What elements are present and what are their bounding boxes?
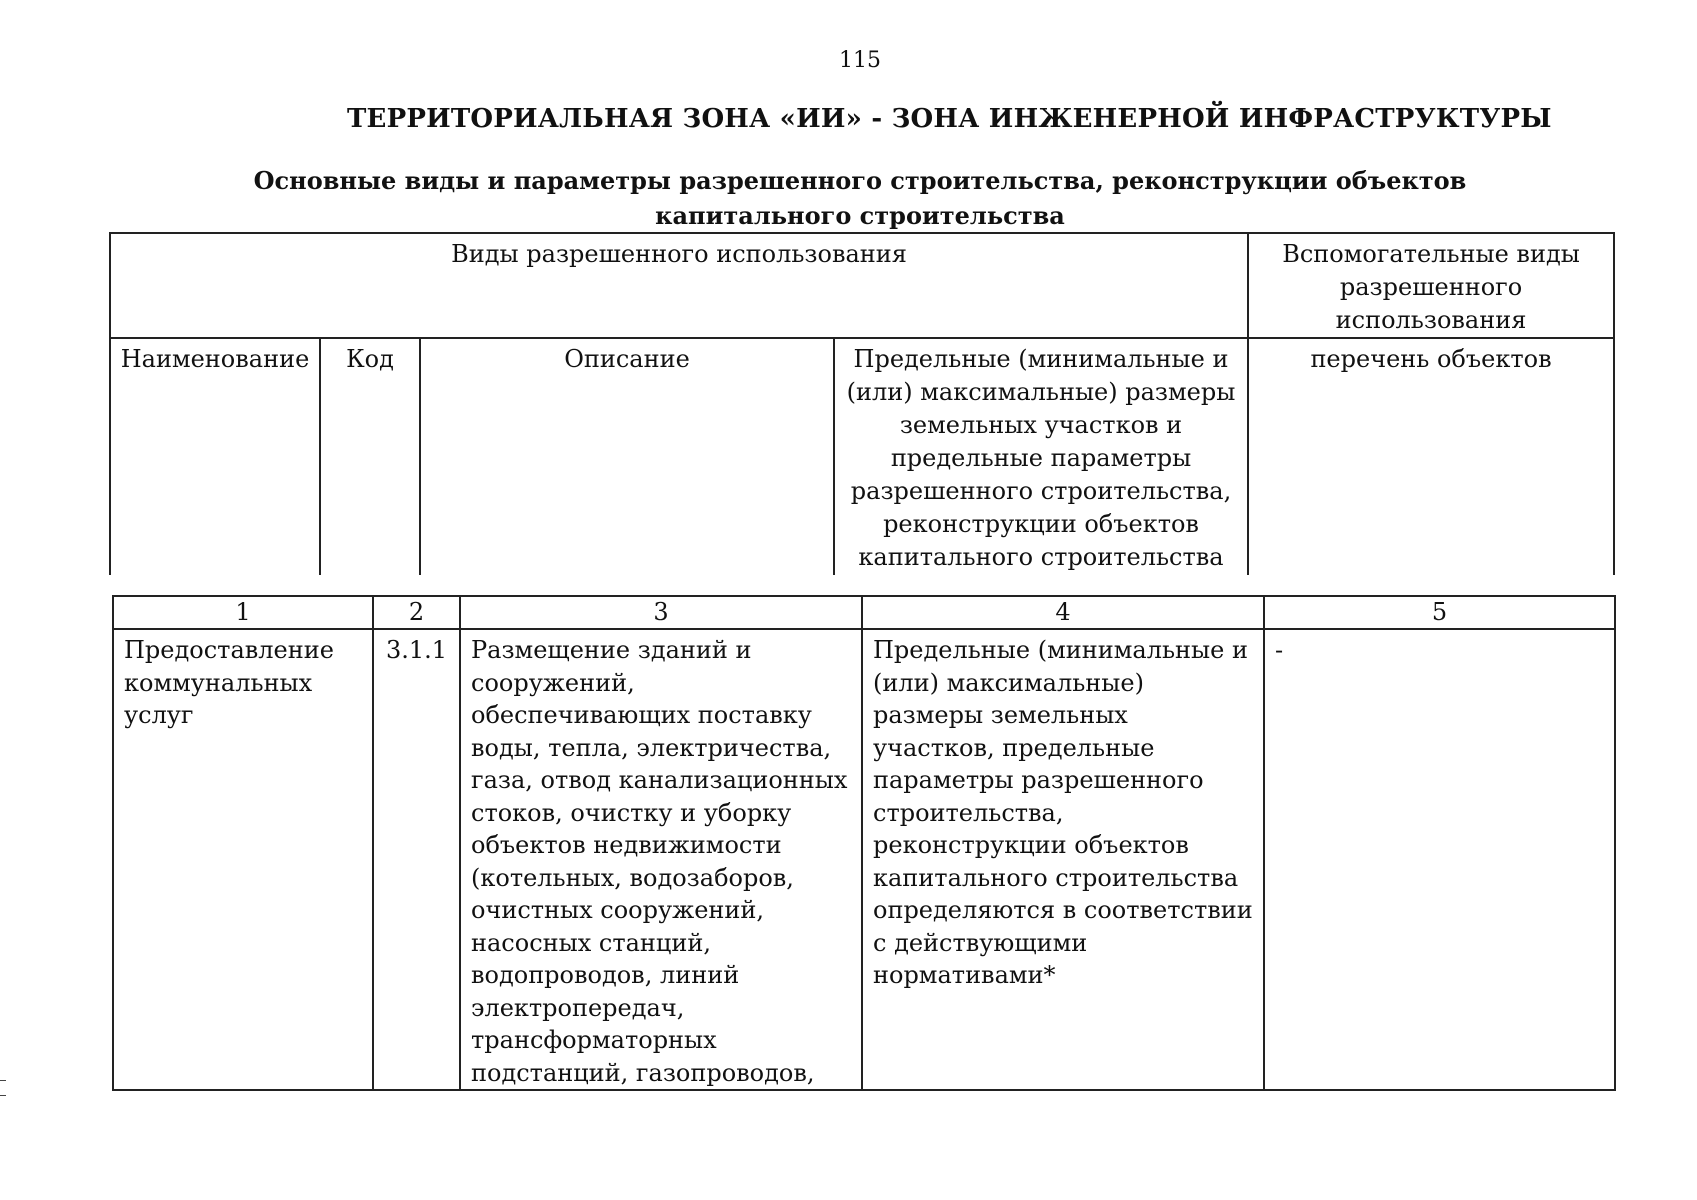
- column-number: 2: [373, 596, 460, 629]
- column-header-parameters: Предельные (минимальные и (или) максимальные) размеры земельных участков и предельные параметры разрешенного строительства, реконструкции объектов капитального строительства: [834, 338, 1248, 575]
- section-subtitle: Основные виды и параметры разрешенного строительства, реконструкции объектов капитального строительства: [253, 166, 1467, 230]
- zone-title-text: ТЕРРИТОРИАЛЬНАЯ ЗОНА «ИИ» - ЗОНА ИНЖЕНЕРНОЙ ИНФРАСТРУКТУРЫ: [347, 104, 1552, 134]
- permitted-uses-header: Виды разрешенного использования: [110, 233, 1248, 338]
- table-row: [113, 629, 1615, 1090]
- column-header-name: Наименование: [110, 338, 320, 575]
- column-number: 1: [113, 596, 373, 629]
- use-name: Предоставление коммунальных услуг: [113, 629, 373, 1090]
- use-description: Размещение зданий и сооружений, обеспечивающих поставку воды, тепла, электричества, газа, отвод канализационных стоков, очистку и уборку объектов недвижимости (котельных, водозаборов, очистных сооружений, насосных станций, водопроводов, линий электропередач, трансформаторных подстанций, газопроводов,: [460, 629, 862, 1090]
- column-header-code: Код: [320, 338, 420, 575]
- page-number: 115: [839, 48, 881, 73]
- column-header-objects-list: перечень объектов: [1248, 338, 1614, 575]
- use-code: 3.1.1: [373, 629, 460, 1090]
- column-header-description: Описание: [420, 338, 834, 575]
- column-number: 5: [1264, 596, 1615, 629]
- header-table: [109, 232, 1615, 575]
- margin-mark: [0, 1080, 6, 1096]
- auxiliary-uses-header: Вспомогательные виды разрешенного использования: [1248, 233, 1614, 338]
- column-number: 3: [460, 596, 862, 629]
- zone-table: [112, 595, 1616, 1091]
- auxiliary-uses: -: [1264, 629, 1615, 1090]
- column-number-row: [113, 596, 1615, 629]
- use-parameters: Предельные (минимальные и (или) максимальные) размеры земельных участков, предельные параметры разрешенного строительства, реконструкции объектов капитального строительства определяются в соответствии с действующими нормативами*: [862, 629, 1264, 1090]
- column-number: 4: [862, 596, 1264, 629]
